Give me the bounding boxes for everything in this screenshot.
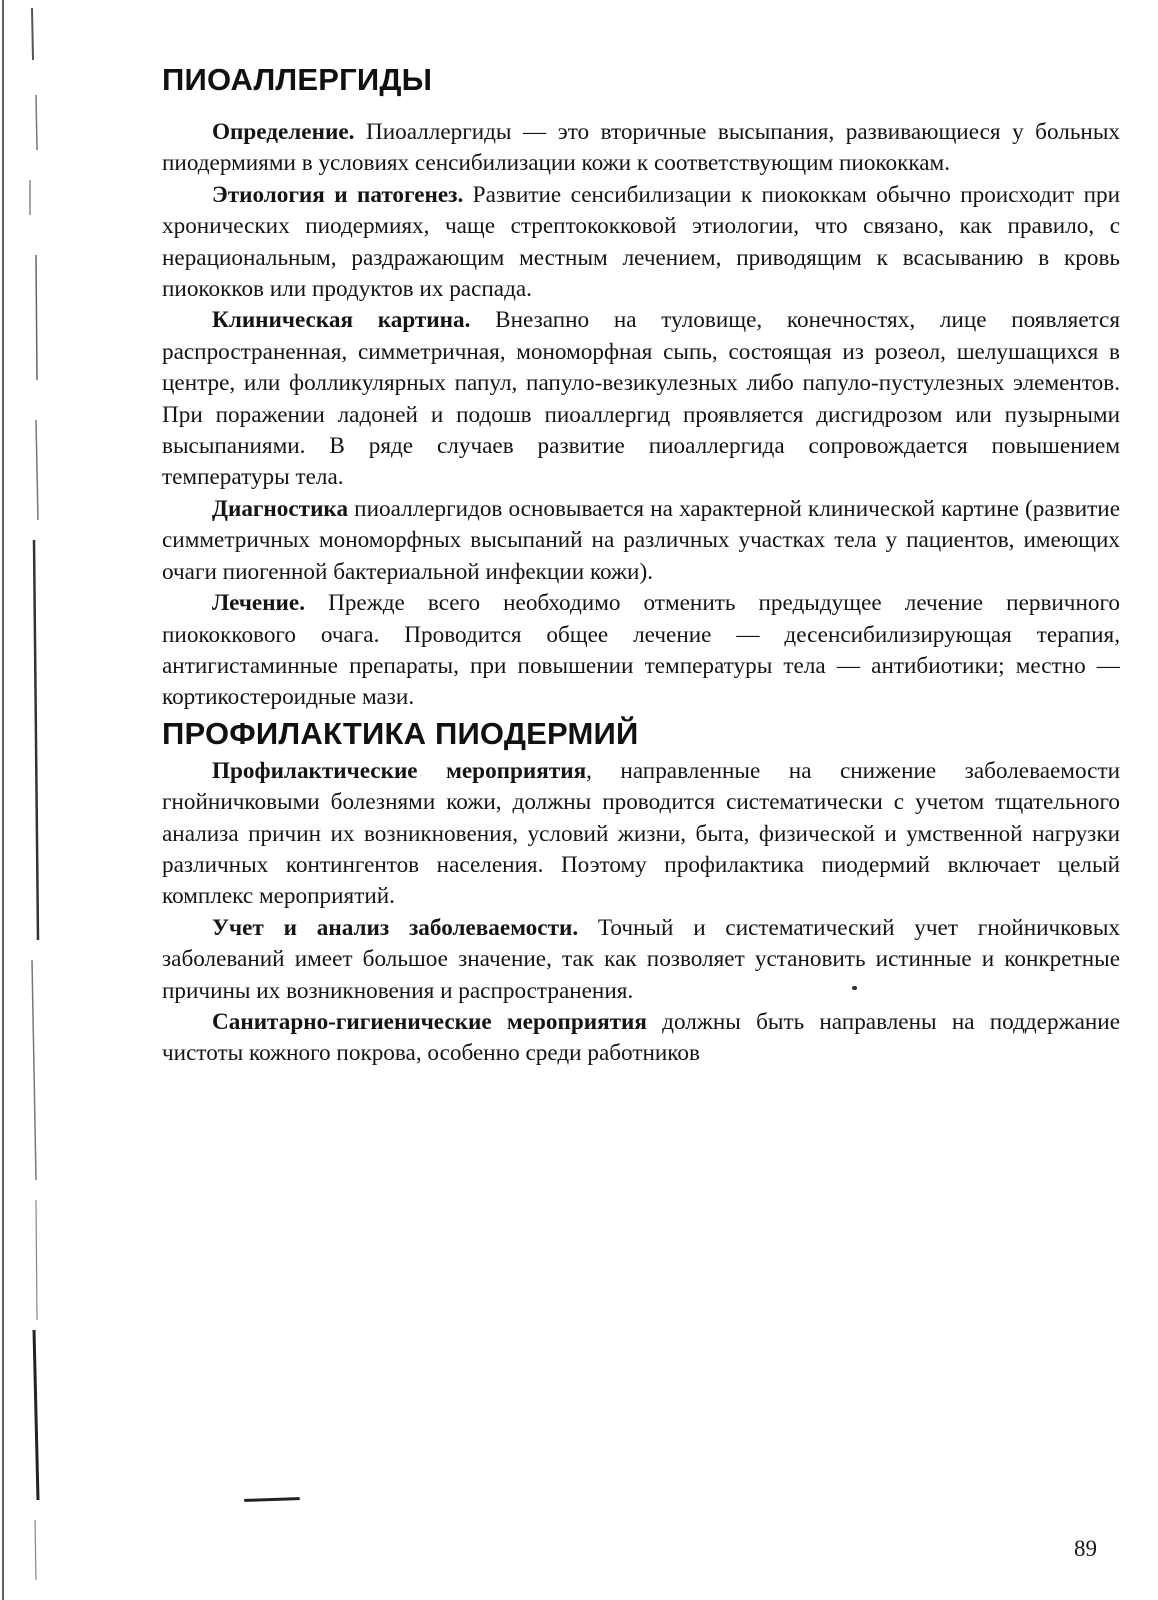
print-speck <box>852 986 857 990</box>
paragraph-lead: Лечение. <box>212 590 306 617</box>
paragraph-treatment <box>162 588 1120 714</box>
paragraph-lead: Учет и анализ заболеваемости. <box>212 914 579 941</box>
paragraph-definition <box>162 117 1120 180</box>
paragraph-lead: Клиническая картина. <box>212 307 471 334</box>
paragraph-text: Прежде всего необходимо отменить предыдущее лечение первичного пиококкового очага. Проводится общее лечение — десенсибилизирующая терапия, антигистаминные препараты, при повышении температуры тела — антибиотики; местно — кортикостероидные мази. <box>162 590 1120 711</box>
paragraph-text: Развитие сенсибилизации к пиококкам обычно происходит при хронических пиодермиях, чаще стрептококковой этиологии, что связано, как правило, с нерациональным, раздражающим местным лечением, приводящим к всасыванию в кровь пиококков или продуктов их распада. <box>162 181 1120 303</box>
paragraph-lead: Профилактические мероприятия <box>212 757 587 784</box>
paragraph-clinical-picture <box>162 305 1120 493</box>
paragraph-text: должны быть направлены на поддержание чистоты кожного покрова, особенно среди работников <box>162 1008 1120 1067</box>
paragraph-prevention-measures <box>162 756 1120 913</box>
paragraph-diagnostics <box>162 494 1120 588</box>
handwritten-dash <box>244 1497 300 1502</box>
paragraph-sanitary-measures <box>162 1007 1120 1070</box>
paragraph-morbidity-accounting <box>162 913 1120 1007</box>
page-content <box>162 60 1120 1070</box>
paragraph-text: Точный и систематический учет гнойничковых заболеваний имеет большое значение, так как позволяет установить истинные и конкретные причины их возникновения и распространения. <box>162 914 1120 1004</box>
paragraph-lead: Санитарно-гигиенические мероприятия <box>212 1008 647 1035</box>
page-number: 89 <box>1074 1536 1097 1561</box>
paragraph-text: Пиоаллергиды — это вторичные высыпания, развивающиеся у больных пиодермиями в условиях сенсибилизации кожи к соответствующим пиококкам. <box>162 119 1120 177</box>
paragraph-text: Внезапно на туловище, конечностях, лице появляется распространенная, симметричная, мономорфная сыпь, состоящая из розеол, шелушащихся в центре, или фолликулярных папул, папуло-везикулезных либо папуло-пустулезных элементов. При поражении ладоней и подошв пиоаллергид проявляется дисгидрозом или пузырными высыпаниями. В ряде случаев развитие пиоаллергида сопровождается повышением температуры тела. <box>162 307 1121 491</box>
section-title: ПРОФИЛАКТИКА ПИОДЕРМИЙ <box>162 715 639 751</box>
section-title: ПИОАЛЛЕРГИДЫ <box>162 62 433 97</box>
paragraph-text: пиоаллергидов основывается на характерной клинической картине (развитие симметричных мономорфных высыпаний на различных участках тела у пациентов, имеющих очаги пиогенной бактериальной инфекции кожи). <box>162 495 1120 585</box>
paragraph-etiology <box>162 180 1120 306</box>
paragraph-lead: Диагностика <box>212 495 349 522</box>
scan-edge-marks <box>0 0 48 1600</box>
paragraph-lead: Этиология и патогенез. <box>212 181 464 208</box>
paragraph-text: , направленные на снижение заболеваемости гнойничковыми болезнями кожи, должны проводится систематически с учетом тщательного анализа причин их возникновения, условий жизни, быта, физической и умственной нагрузки различных контингентов населения. Поэтому профилактика пиодермий включает целый комплекс мероприятий. <box>162 757 1120 910</box>
paragraph-lead: Определение. <box>212 119 355 145</box>
